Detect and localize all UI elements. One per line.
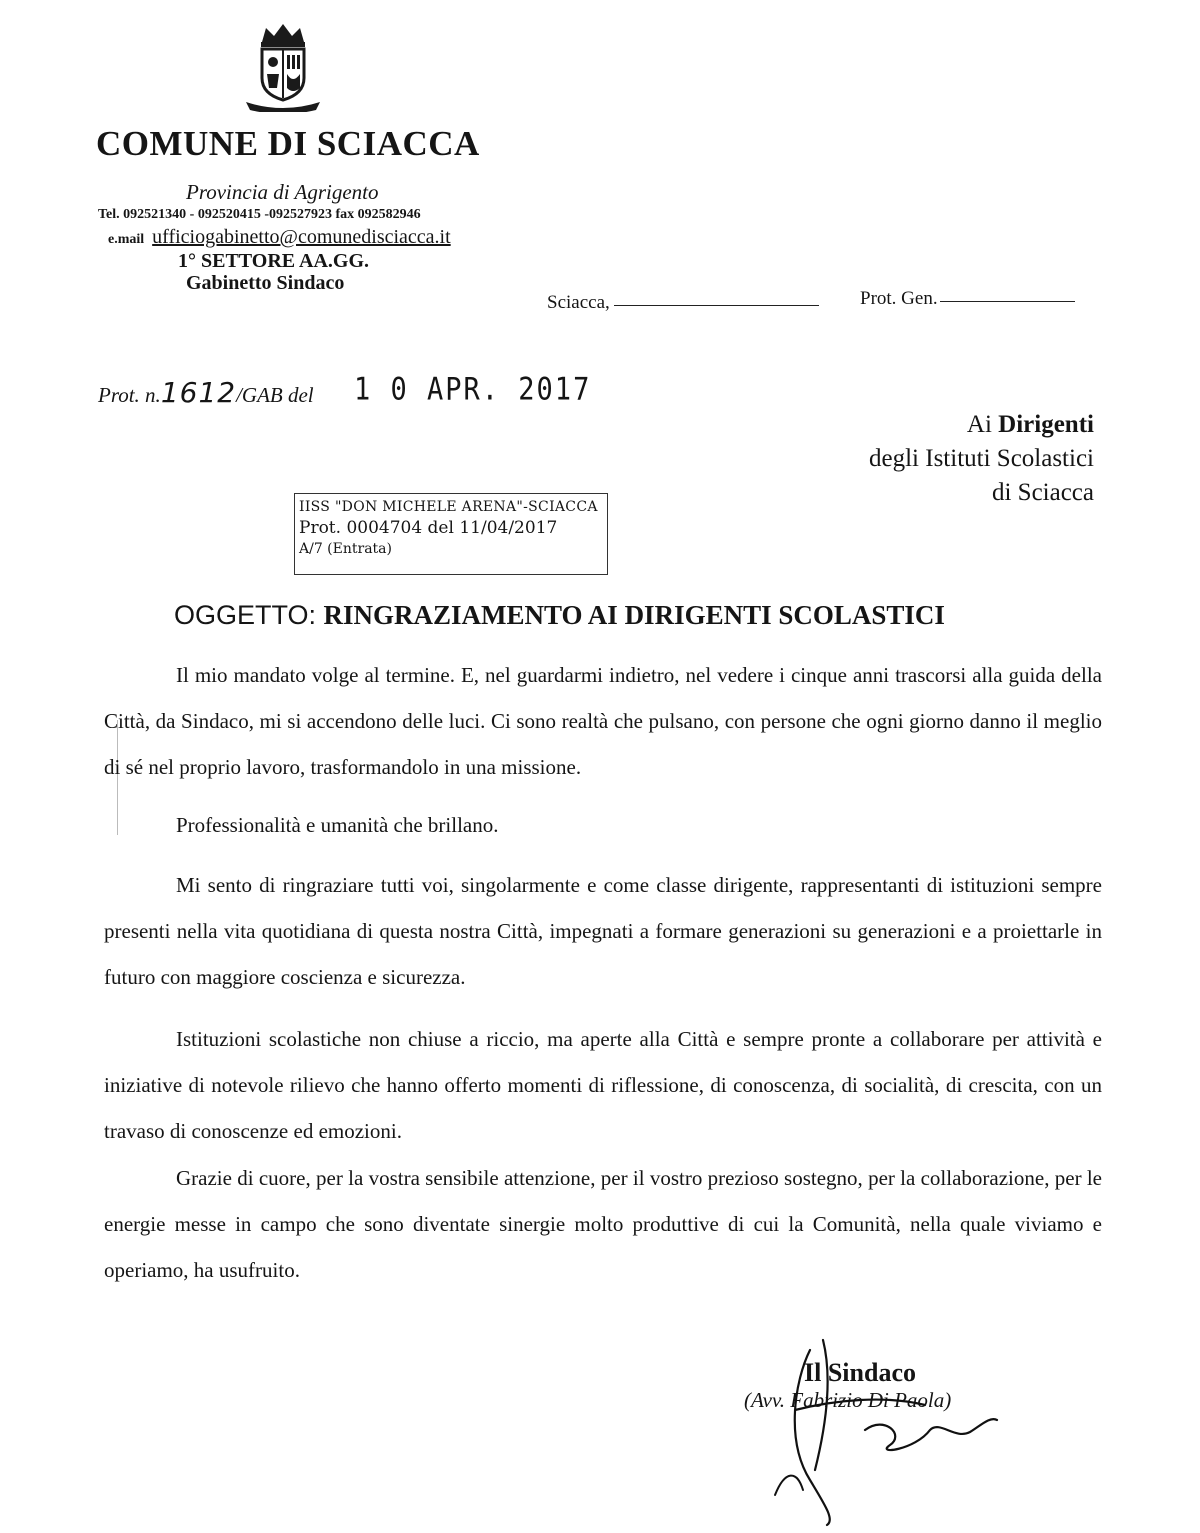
recipient-block — [869, 408, 1094, 510]
protocol-general-line — [860, 288, 1075, 310]
office-name: Gabinetto Sindaco — [186, 272, 345, 294]
body-paragraph: Il mio mandato volge al termine. E, nel guardarmi indietro, nel vedere i cinque anni trascorsi alla guida della Città, da Sindaco, mi si accendono delle luci. Ci sono realtà che pulsano, con persone che ogni giorno danno il meglio di sé nel proprio lavoro, trasformandolo in una missione. — [104, 663, 1102, 779]
recipient-line-2: degli Istituti Scolastici — [869, 445, 1094, 472]
body-paragraph: Grazie di cuore, per la vostra sensibile attenzione, per il vostro prezioso sostegno, per la collaborazione, per le energie messe in campo che sono diventate sinergie molto produttive di cui la Comunità, nella quale viviamo e operiamo, ha usufruito. — [104, 1166, 1102, 1282]
body-paragraph: Mi sento di ringraziare tutti voi, singolarmente e come classe dirigente, rappresentanti di istituzioni sempre presenti nella vita quotidiana di questa nostra Città, impegnati a formare generazioni su generazioni e a proiettarle in futuro con maggiore coscienza e sicurezza. — [104, 873, 1102, 989]
protocol-date-stamp: 1 0 APR. 2017 — [354, 372, 592, 408]
protocol-number — [98, 376, 314, 409]
municipal-crest-icon — [242, 22, 324, 112]
recipient-line-1 — [869, 408, 1094, 442]
recipient-prefix: Ai — [966, 411, 999, 438]
protocol-general-label: Prot. Gen. — [860, 288, 938, 309]
email-row — [108, 226, 451, 249]
subject-text: RINGRAZIAMENTO AI DIRIGENTI SCOLASTICI — [323, 600, 945, 630]
protocol-prefix: Prot. n. — [98, 383, 161, 407]
protocol-suffix: /GAB del — [236, 383, 314, 407]
handwritten-signature-icon — [715, 1320, 1015, 1530]
stamp-category: A/7 (Entrata) — [299, 541, 392, 557]
email-label: e.mail — [108, 232, 145, 247]
subject-label: OGGETTO: — [174, 600, 324, 630]
stamp-protocol: Prot. 0004704 del 11/04/2017 — [299, 518, 558, 538]
mayor-title: Il Sindaco — [804, 1358, 916, 1387]
protocol-number-handwritten: 1612 — [160, 376, 237, 409]
phone-numbers: Tel. 092521340 - 092520415 -092527923 fax 092582946 — [98, 207, 421, 222]
incoming-protocol-stamp — [294, 493, 608, 575]
recipient-title: Dirigenti — [998, 411, 1094, 438]
place-label: Sciacca, — [547, 292, 610, 313]
place-date-line — [547, 292, 819, 314]
protocol-general-blank — [940, 301, 1075, 302]
municipality-name: COMUNE DI SCIACCA — [96, 124, 480, 163]
mayor-name: (Avv. Fabrizio Di Paola) — [744, 1388, 952, 1412]
sector-name: 1° SETTORE AA.GG. — [178, 250, 370, 272]
body-paragraph: Professionalità e umanità che brillano. — [176, 813, 499, 837]
subject-line — [174, 600, 945, 632]
place-date-blank — [614, 305, 819, 306]
province-name: Provincia di Agrigento — [186, 180, 379, 204]
recipient-line-3: di Sciacca — [991, 479, 1094, 506]
body-paragraph: Istituzioni scolastiche non chiuse a riccio, ma aperte alla Città e sempre pronte a collaborare per attività e iniziative di notevole rilievo che hanno offerto momenti di riflessione, di conoscenza, di socialità, di crescita, con un travaso di conoscenze ed emozioni. — [104, 1027, 1102, 1143]
email-link[interactable]: ufficiogabinetto@comunedisciacca.it — [152, 226, 451, 248]
stamp-school: IISS "DON MICHELE ARENA"-SCIACCA — [299, 499, 598, 515]
